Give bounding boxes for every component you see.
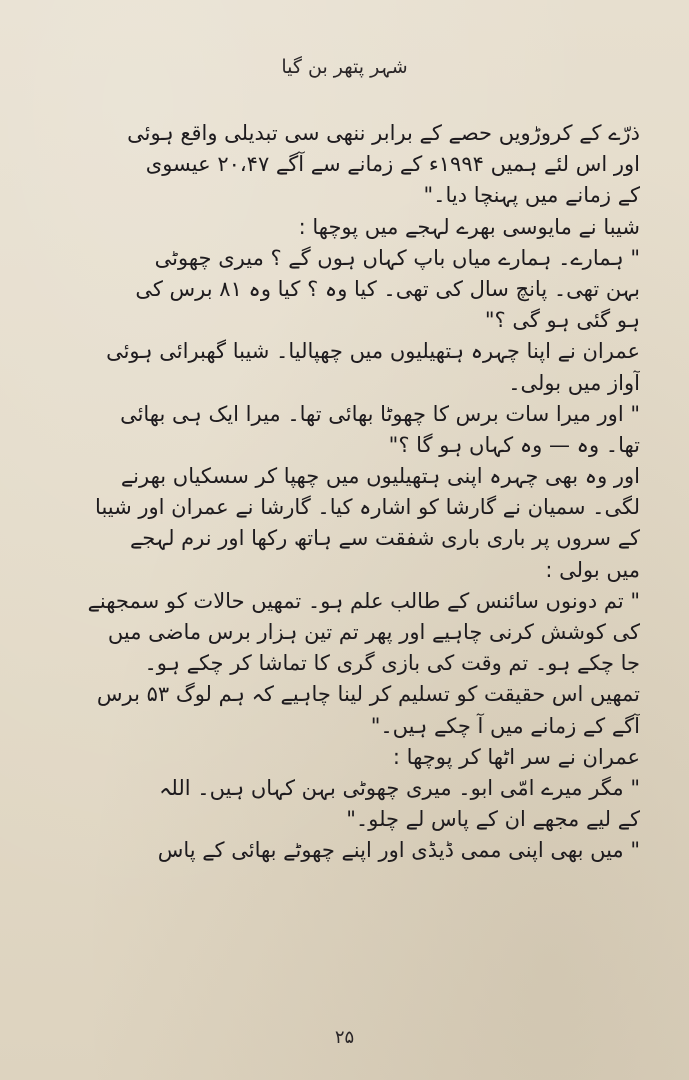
page-number: ۲۵ <box>334 1027 355 1048</box>
text-line: ہو گئی ہو گی ؟" <box>484 308 640 333</box>
running-title: شہر پتھر بن گیا <box>281 56 408 78</box>
text-line: شیبا نے مایوسی بھرے لہجے میں پوچھا : <box>298 214 640 239</box>
text-line: کے سروں پر باری باری شفقت سے ہاتھ رکھا اور نرم لہجے <box>129 526 640 551</box>
text-line: ذرّے کے کروڑویں حصے کے برابر ننھی سی تبدیلی واقع ہوئی <box>127 121 640 145</box>
text-line: بہن تھی۔ پانچ سال کی تھی۔ کیا وہ ؟ کیا وہ ۸۱ برس کی <box>135 276 640 301</box>
text-line: کے زمانے میں پہنچا دیا۔" <box>423 183 640 208</box>
text-line: تمھیں اس حقیقت کو تسلیم کر لینا چاہیے کہ ہم لوگ ۵۳ برس <box>96 682 640 707</box>
body-text <box>52 118 640 1018</box>
text-line: کی کوشش کرنی چاہیے اور پھر تم تین ہزار برس ماضی میں <box>107 620 640 644</box>
text-line: کے لیے مجھے ان کے پاس لے چلو۔" <box>346 807 640 832</box>
text-line: عمران نے اپنا چہرہ ہتھیلیوں میں چھپالیا۔ شیبا گھبرائی ہوئی <box>106 339 640 364</box>
text-line: " تم دونوں سائنس کے طالب علم ہو۔ تمھیں حالات کو سمجھنے <box>87 588 640 613</box>
text-line: " ہمارے۔ ہمارے میاں باپ کہاں ہوں گے ؟ میری چھوٹی <box>154 245 640 270</box>
text-line: آواز میں بولی۔ <box>508 370 640 395</box>
text-line: اور وہ بھی چہرہ اپنی ہتھیلیوں میں چھپا کر سسکیاں بھرنے <box>120 464 640 489</box>
text-line: لگی۔ سمیان نے گارشا کو اشارہ کیا۔ گارشا نے عمران اور شیبا <box>95 495 640 520</box>
text-line: " مگر میرے امّی ابو۔ میری چھوٹی بہن کہاں ہیں۔ اللہ <box>159 775 640 800</box>
text-line: " میں بھی اپنی ممی ڈیڈی اور اپنے چھوٹے بھائی کے پاس <box>157 838 640 863</box>
text-line: تھا۔ وہ — وہ کہاں ہو گا ؟" <box>388 432 640 457</box>
text-line: جا چکے ہو۔ تم وقت کی بازی گری کا تماشا کر چکے ہو۔ <box>144 651 640 676</box>
text-line: میں بولی : <box>545 557 640 582</box>
text-line: آگے کے زمانے میں آ چکے ہیں۔" <box>370 713 640 738</box>
text-line: عمران نے سر اٹھا کر پوچھا : <box>392 744 640 769</box>
text-line: " اور میرا سات برس کا چھوٹا بھائی تھا۔ میرا ایک ہی بھائی <box>120 401 640 426</box>
text-line: اور اس لئے ہمیں ۱۹۹۴ء کے زمانے سے آگے ۲۰،۴۷ عیسوی <box>145 152 640 177</box>
